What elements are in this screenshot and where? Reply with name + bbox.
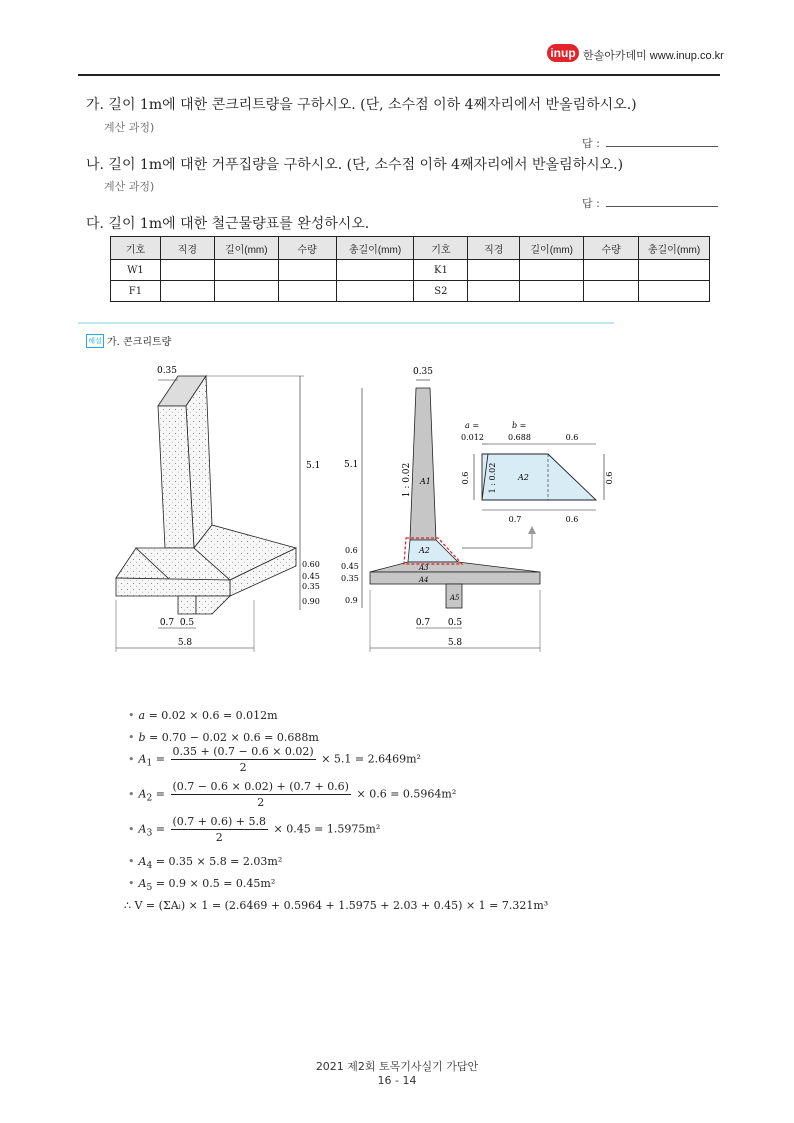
table-cell[interactable] bbox=[584, 260, 639, 281]
table-cell[interactable] bbox=[468, 260, 520, 281]
right-dim-base: 5.8 bbox=[447, 638, 463, 648]
table-cell[interactable] bbox=[214, 260, 278, 281]
table-cell: F1 bbox=[111, 281, 161, 302]
calc-a1: • $A_1$ = $\frac{0.35 + (0.7 - 0.6 \times 0.02)}{2}$ × 5.1 = 2.6469m² bbox=[128, 745, 421, 774]
left-dim-d4: 0.90 bbox=[302, 597, 320, 606]
table-header-cell: 총길이(mm) bbox=[336, 237, 414, 260]
table-cell[interactable] bbox=[160, 260, 214, 281]
calc-a: • a = 0.02 × 0.6 = 0.012m bbox=[128, 709, 278, 722]
right-dim-h1: 0.6 bbox=[345, 546, 358, 555]
left-dim-d3: 0.35 bbox=[302, 582, 320, 591]
table-header-row bbox=[111, 237, 710, 260]
table-header-cell: 길이(mm) bbox=[214, 237, 278, 260]
left-dim-top: 0.35 bbox=[156, 366, 178, 376]
right-dim-top: 0.35 bbox=[412, 367, 434, 377]
brand-text: 한솔아카데미 www.inup.co.kr bbox=[583, 50, 724, 62]
calc-a3: • $A_3$ = $\frac{(0.7 + 0.6) + 5.8}{2}$ × 0.45 = 1.5975m² bbox=[128, 815, 381, 844]
left-dim-d2: 0.45 bbox=[302, 572, 320, 581]
calc-a5: • $A_5 = 0.9 \times 0.5 = 0.45m^2$ bbox=[128, 877, 276, 894]
table-header-cell: 수량 bbox=[278, 237, 336, 260]
right-dim-height: 5.1 bbox=[344, 460, 359, 470]
solution-title: 가. 콘크리트량 bbox=[107, 337, 172, 348]
calc-a2: • $A_2$ = $\frac{(0.7 - 0.6 \times 0.02) + (0.7 + 0.6)}{2}$ × 0.6 = 0.5964m² bbox=[128, 780, 457, 809]
question-da: 다. 길이 1m에 대한 철근물량표를 완성하시오. bbox=[86, 216, 370, 232]
left-dim-d1: 0.60 bbox=[302, 560, 320, 569]
inup-logo: inup bbox=[547, 44, 579, 62]
solution-separator bbox=[78, 322, 614, 324]
table-cell[interactable] bbox=[520, 260, 584, 281]
area-label-a2: A2 bbox=[419, 546, 430, 555]
calc-a4: • $A_4 = 0.35 \times 5.8 = 2.03m^2$ bbox=[128, 855, 283, 872]
table-cell[interactable] bbox=[336, 281, 414, 302]
table-cell: K1 bbox=[414, 260, 468, 281]
table-row bbox=[111, 281, 710, 302]
right-dim-h4: 0.9 bbox=[345, 596, 358, 605]
detail-b-label: b = bbox=[512, 421, 527, 430]
detail-bottom-left: 0.7 bbox=[508, 515, 522, 524]
right-dim-h2: 0.45 bbox=[341, 562, 359, 571]
question-ga-answer-line bbox=[606, 146, 718, 147]
table-cell[interactable] bbox=[584, 281, 639, 302]
table-cell[interactable] bbox=[639, 281, 710, 302]
question-ga: 가. 길이 1m에 대한 콘크리트량을 구하시오. (단, 소수점 이하 4째자리에서 반올림하시오.) bbox=[86, 97, 637, 113]
detail-bottom-right: 0.6 bbox=[565, 515, 579, 524]
detail-right-top: 0.6 bbox=[565, 433, 579, 442]
left-dim-base: 5.8 bbox=[177, 638, 193, 648]
table-cell[interactable] bbox=[520, 281, 584, 302]
right-dim-b2: 0.5 bbox=[447, 618, 463, 628]
table-cell[interactable] bbox=[278, 260, 336, 281]
table-header-cell: 길이(mm) bbox=[520, 237, 584, 260]
table-cell[interactable] bbox=[336, 260, 414, 281]
left-dim-height: 5.1 bbox=[306, 461, 321, 471]
detail-right-height: 0.6 bbox=[605, 471, 614, 485]
detail-a-value: 0.012 bbox=[461, 433, 484, 442]
table-header-cell: 수량 bbox=[584, 237, 639, 260]
right-dim-b1: 0.7 bbox=[415, 618, 431, 628]
table-cell: S2 bbox=[414, 281, 468, 302]
table-cell: W1 bbox=[111, 260, 161, 281]
left-dim-b2: 0.5 bbox=[179, 618, 195, 628]
retaining-wall-figures bbox=[0, 355, 794, 655]
area-label-a3: A3 bbox=[419, 564, 429, 572]
table-cell[interactable] bbox=[160, 281, 214, 302]
question-na-answer-line bbox=[606, 206, 718, 207]
question-na-calc-label: 계산 과정) bbox=[104, 180, 155, 193]
solution-badge: 해설 bbox=[86, 334, 104, 348]
detail-a-label: a = bbox=[465, 421, 480, 430]
detail-slope: 1 : 0.02 bbox=[488, 462, 497, 494]
area-label-a5: A5 bbox=[450, 594, 460, 602]
right-dim-slope: 1 : 0.02 bbox=[402, 462, 412, 498]
table-cell[interactable] bbox=[214, 281, 278, 302]
calc-volume: ∴ V = (ΣAᵢ) × 1 = (2.6469 + 0.5964 + 1.5975 + 2.03 + 0.45) × 1 = 7.321m³ bbox=[124, 899, 549, 912]
table-cell[interactable] bbox=[639, 260, 710, 281]
table-header-cell: 총길이(mm) bbox=[639, 237, 710, 260]
footer-title: 2021 제2회 토목기사실기 가답안 bbox=[315, 1060, 479, 1073]
table-header-cell: 기호 bbox=[414, 237, 468, 260]
rebar-quantity-table bbox=[110, 236, 710, 302]
page-number: 16 - 14 bbox=[377, 1074, 417, 1087]
table-cell[interactable] bbox=[468, 281, 520, 302]
question-na: 나. 길이 1m에 대한 거푸집량을 구하시오. (단, 소수점 이하 4째자리에서 반올림하시오.) bbox=[86, 157, 624, 173]
table-row bbox=[111, 260, 710, 281]
header-rule bbox=[78, 74, 720, 76]
area-label-a1: A1 bbox=[420, 477, 431, 486]
table-cell[interactable] bbox=[278, 281, 336, 302]
right-dim-h3: 0.35 bbox=[341, 574, 359, 583]
area-label-a4: A4 bbox=[419, 576, 429, 584]
question-ga-calc-label: 계산 과정) bbox=[104, 121, 155, 134]
left-dim-b1: 0.7 bbox=[159, 618, 175, 628]
detail-area-a2: A2 bbox=[518, 473, 529, 482]
table-header-cell: 직경 bbox=[468, 237, 520, 260]
calc-b: • b = 0.70 − 0.02 × 0.6 = 0.688m bbox=[128, 731, 319, 744]
question-ga-answer-label: 답 : bbox=[582, 137, 600, 150]
detail-b-value: 0.688 bbox=[508, 433, 531, 442]
table-header-cell: 기호 bbox=[111, 237, 161, 260]
table-header-cell: 직경 bbox=[160, 237, 214, 260]
wall-3d-sketch bbox=[116, 376, 304, 652]
detail-left-height: 0.6 bbox=[461, 471, 470, 485]
question-na-answer-label: 답 : bbox=[582, 197, 600, 210]
